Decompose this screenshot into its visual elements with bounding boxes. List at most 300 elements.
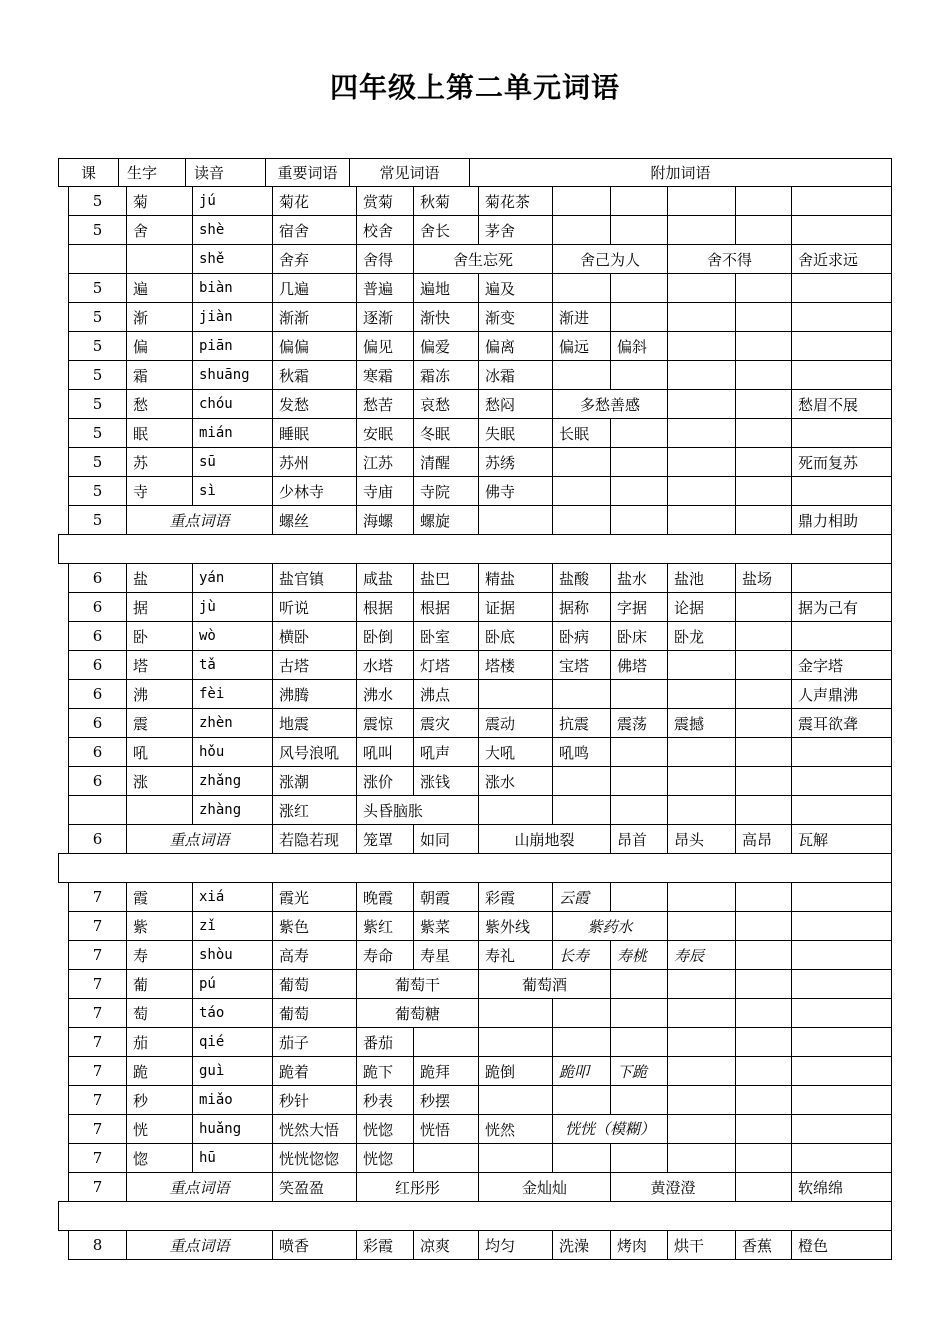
word-cell	[668, 187, 736, 216]
table-row	[69, 970, 892, 999]
char-cell: 茄	[127, 1028, 193, 1057]
word-cell	[736, 419, 792, 448]
word-cell	[668, 680, 736, 709]
char-cell: 秒	[127, 1086, 193, 1115]
word-cell: 卧龙	[668, 622, 736, 651]
word-cell	[668, 738, 736, 767]
word-cell: 偏远	[553, 332, 611, 361]
word-cell: 秋霜	[273, 361, 357, 390]
header-char: 生字	[119, 159, 186, 187]
pinyin-cell: fèi	[193, 680, 273, 709]
char-cell: 沸	[127, 680, 193, 709]
word-cell	[668, 361, 736, 390]
word-cell	[414, 1144, 479, 1173]
word-cell: 震灾	[414, 709, 479, 738]
word-cell: 偏离	[479, 332, 553, 361]
word-cell: 海螺	[357, 506, 414, 535]
word-cell	[479, 999, 553, 1028]
lesson-cell: 6	[69, 564, 127, 593]
word-cell: 塔楼	[479, 651, 553, 680]
lesson-cell: 5	[69, 419, 127, 448]
word-cell	[611, 883, 668, 912]
word-cell: 赏菊	[357, 187, 414, 216]
word-cell	[668, 999, 736, 1028]
char-cell: 菊	[127, 187, 193, 216]
word-cell	[611, 738, 668, 767]
word-cell: 朝霞	[414, 883, 479, 912]
table-row	[69, 1231, 892, 1260]
header-common-words: 常见词语	[350, 159, 470, 187]
pinyin-cell: guì	[193, 1057, 273, 1086]
lesson-cell: 6	[69, 680, 127, 709]
section-divider	[69, 854, 892, 883]
word-cell: 云霞	[553, 883, 611, 912]
word-cell	[668, 1028, 736, 1057]
word-cell: 冬眠	[414, 419, 479, 448]
word-cell	[553, 477, 611, 506]
word-cell: 寿命	[357, 941, 414, 970]
word-cell	[668, 448, 736, 477]
word-cell: 校舍	[357, 216, 414, 245]
word-cell: 寺庙	[357, 477, 414, 506]
word-cell: 下跪	[611, 1057, 668, 1086]
word-cell	[668, 1144, 736, 1173]
table-row	[69, 390, 892, 419]
word-cell	[736, 970, 792, 999]
word-cell	[792, 999, 892, 1028]
lesson-cell: 6	[69, 825, 127, 854]
lesson-cell: 7	[69, 883, 127, 912]
table-row	[69, 738, 892, 767]
word-cell: 烘干	[668, 1231, 736, 1260]
word-cell: 鼎力相助	[792, 506, 892, 535]
word-cell: 据为己有	[792, 593, 892, 622]
lesson-cell: 7	[69, 912, 127, 941]
word-cell	[736, 999, 792, 1028]
word-cell: 秒针	[273, 1086, 357, 1115]
word-cell	[611, 506, 668, 535]
word-cell	[792, 767, 892, 796]
word-cell	[792, 796, 892, 825]
lesson-cell: 5	[69, 506, 127, 535]
word-cell	[668, 1086, 736, 1115]
header-lesson: 课	[59, 159, 119, 187]
lesson-cell: 7	[69, 1028, 127, 1057]
header-extra-words: 附加词语	[470, 159, 892, 187]
word-cell	[553, 274, 611, 303]
pinyin-cell: miǎo	[193, 1086, 273, 1115]
word-cell: 卧倒	[357, 622, 414, 651]
vocab-table	[68, 186, 892, 1260]
word-cell: 橙色	[792, 1231, 892, 1260]
word-cell: 盐水	[611, 564, 668, 593]
word-cell: 冰霜	[479, 361, 553, 390]
table-row	[69, 593, 892, 622]
word-cell: 菊花茶	[479, 187, 553, 216]
word-cell: 吼声	[414, 738, 479, 767]
word-cell	[668, 1115, 736, 1144]
word-cell: 渐变	[479, 303, 553, 332]
word-cell: 江苏	[357, 448, 414, 477]
word-cell: 螺旋	[414, 506, 479, 535]
pinyin-cell: zhèn	[193, 709, 273, 738]
word-cell	[792, 1086, 892, 1115]
table-row	[69, 796, 892, 825]
word-cell: 软绵绵	[792, 1173, 892, 1202]
pinyin-cell: wò	[193, 622, 273, 651]
word-cell: 水塔	[357, 651, 414, 680]
word-cell: 黄澄澄	[611, 1173, 736, 1202]
pinyin-cell: shuāng	[193, 361, 273, 390]
word-cell	[792, 883, 892, 912]
char-cell: 据	[127, 593, 193, 622]
char-cell: 渐	[127, 303, 193, 332]
word-cell	[668, 796, 736, 825]
char-cell: 霜	[127, 361, 193, 390]
word-cell: 震撼	[668, 709, 736, 738]
word-cell: 寿辰	[668, 941, 736, 970]
word-cell: 涨潮	[273, 767, 357, 796]
word-cell: 失眠	[479, 419, 553, 448]
word-cell: 秒表	[357, 1086, 414, 1115]
table-row	[69, 245, 892, 274]
word-cell	[736, 1028, 792, 1057]
word-cell	[553, 999, 611, 1028]
word-cell: 多愁善感	[553, 390, 668, 419]
table-row	[69, 622, 892, 651]
word-cell: 恍恍（模糊）	[553, 1115, 668, 1144]
char-cell	[127, 796, 193, 825]
word-cell: 恍惚	[357, 1144, 414, 1173]
char-cell: 寺	[127, 477, 193, 506]
word-cell: 吼鸣	[553, 738, 611, 767]
lesson-cell: 7	[69, 1057, 127, 1086]
pinyin-cell: chóu	[193, 390, 273, 419]
word-cell	[792, 477, 892, 506]
char-cell: 偏	[127, 332, 193, 361]
word-cell	[736, 477, 792, 506]
word-cell: 根据	[357, 593, 414, 622]
lesson-cell: 6	[69, 651, 127, 680]
section-divider-row	[69, 854, 892, 883]
word-cell: 昂首	[611, 825, 668, 854]
word-cell: 证据	[479, 593, 553, 622]
word-cell: 舍弃	[273, 245, 357, 274]
lesson-cell: 7	[69, 941, 127, 970]
word-cell: 偏见	[357, 332, 414, 361]
table-row	[69, 680, 892, 709]
word-cell	[611, 796, 668, 825]
word-cell	[611, 767, 668, 796]
table-row	[69, 1057, 892, 1086]
page-title: 四年级上第二单元词语	[329, 71, 620, 104]
lesson-cell: 6	[69, 593, 127, 622]
word-cell: 若隐若现	[273, 825, 357, 854]
lesson-cell: 5	[69, 303, 127, 332]
word-cell: 寺院	[414, 477, 479, 506]
word-cell	[736, 1057, 792, 1086]
word-cell: 舍得	[357, 245, 414, 274]
word-cell: 长眠	[553, 419, 611, 448]
word-cell: 死而复苏	[792, 448, 892, 477]
word-cell: 盐酸	[553, 564, 611, 593]
word-cell: 恍然大悟	[273, 1115, 357, 1144]
char-cell: 舍	[127, 216, 193, 245]
word-cell: 盐巴	[414, 564, 479, 593]
word-cell: 秒摆	[414, 1086, 479, 1115]
word-cell: 发愁	[273, 390, 357, 419]
lesson-cell	[69, 245, 127, 274]
word-cell: 渐渐	[273, 303, 357, 332]
word-cell: 盐官镇	[273, 564, 357, 593]
word-cell: 秋菊	[414, 187, 479, 216]
word-cell: 震动	[479, 709, 553, 738]
table-row	[69, 883, 892, 912]
lesson-cell: 5	[69, 274, 127, 303]
word-cell	[553, 448, 611, 477]
word-cell: 涨红	[273, 796, 357, 825]
table-row	[69, 912, 892, 941]
word-cell: 葡萄干	[357, 970, 479, 999]
word-cell: 螺丝	[273, 506, 357, 535]
word-cell	[668, 767, 736, 796]
word-cell	[553, 796, 611, 825]
char-cell: 紫	[127, 912, 193, 941]
word-cell: 佛寺	[479, 477, 553, 506]
section-divider-row	[69, 535, 892, 564]
pinyin-cell: pú	[193, 970, 273, 999]
char-cell: 重点词语	[127, 825, 273, 854]
word-cell: 听说	[273, 593, 357, 622]
word-cell: 沸水	[357, 680, 414, 709]
word-cell	[736, 1144, 792, 1173]
word-cell	[668, 274, 736, 303]
word-cell	[736, 1086, 792, 1115]
table-row	[69, 999, 892, 1028]
word-cell: 舍近求远	[792, 245, 892, 274]
header-key-words: 重要词语	[266, 159, 350, 187]
word-cell: 古塔	[273, 651, 357, 680]
word-cell	[792, 738, 892, 767]
word-cell: 紫红	[357, 912, 414, 941]
pinyin-cell: piān	[193, 332, 273, 361]
pinyin-cell: jiàn	[193, 303, 273, 332]
table-row	[69, 1028, 892, 1057]
word-cell	[736, 303, 792, 332]
lesson-cell: 7	[69, 1173, 127, 1202]
word-cell	[736, 680, 792, 709]
word-cell	[792, 419, 892, 448]
word-cell: 均匀	[479, 1231, 553, 1260]
table-row	[69, 419, 892, 448]
word-cell	[553, 361, 611, 390]
lesson-cell: 5	[69, 332, 127, 361]
word-cell	[736, 506, 792, 535]
word-cell	[668, 1057, 736, 1086]
section-divider	[69, 1202, 892, 1231]
word-cell: 灯塔	[414, 651, 479, 680]
word-cell: 横卧	[273, 622, 357, 651]
word-cell	[736, 941, 792, 970]
lesson-cell: 5	[69, 448, 127, 477]
word-cell	[736, 883, 792, 912]
word-cell: 卧底	[479, 622, 553, 651]
table-row	[69, 332, 892, 361]
word-cell	[611, 680, 668, 709]
table-row	[69, 477, 892, 506]
word-cell: 茅舍	[479, 216, 553, 245]
word-cell: 震荡	[611, 709, 668, 738]
word-cell: 紫色	[273, 912, 357, 941]
char-cell: 涨	[127, 767, 193, 796]
word-cell	[792, 361, 892, 390]
char-cell: 眠	[127, 419, 193, 448]
word-cell: 地震	[273, 709, 357, 738]
word-cell	[668, 419, 736, 448]
char-cell: 震	[127, 709, 193, 738]
word-cell: 香蕉	[736, 1231, 792, 1260]
table-row	[69, 506, 892, 535]
pinyin-cell: huǎng	[193, 1115, 273, 1144]
word-cell	[792, 941, 892, 970]
word-cell: 少林寺	[273, 477, 357, 506]
word-cell: 如同	[414, 825, 479, 854]
char-cell: 愁	[127, 390, 193, 419]
word-cell: 涨钱	[414, 767, 479, 796]
word-cell: 葡萄	[273, 970, 357, 999]
table-row	[69, 303, 892, 332]
lesson-cell	[69, 796, 127, 825]
pinyin-cell: zǐ	[193, 912, 273, 941]
word-cell	[611, 1028, 668, 1057]
word-cell	[736, 448, 792, 477]
pinyin-cell: hǒu	[193, 738, 273, 767]
table-row	[69, 1173, 892, 1202]
word-cell	[611, 419, 668, 448]
word-cell	[668, 651, 736, 680]
word-cell	[792, 187, 892, 216]
lesson-cell: 7	[69, 999, 127, 1028]
word-cell	[553, 506, 611, 535]
word-cell	[479, 506, 553, 535]
word-cell: 恍恍惚惚	[273, 1144, 357, 1173]
word-cell: 偏斜	[611, 332, 668, 361]
word-cell: 葡萄	[273, 999, 357, 1028]
word-cell	[553, 680, 611, 709]
word-cell: 恍惚	[357, 1115, 414, 1144]
word-cell: 笑盈盈	[273, 1173, 357, 1202]
lesson-cell: 7	[69, 1115, 127, 1144]
word-cell: 愁眉不展	[792, 390, 892, 419]
word-cell	[668, 216, 736, 245]
word-cell	[792, 216, 892, 245]
word-cell: 据称	[553, 593, 611, 622]
table-row	[69, 448, 892, 477]
char-cell: 卧	[127, 622, 193, 651]
word-cell: 彩霞	[479, 883, 553, 912]
char-cell: 苏	[127, 448, 193, 477]
word-cell	[479, 796, 553, 825]
lesson-cell: 5	[69, 361, 127, 390]
word-cell: 金灿灿	[479, 1173, 611, 1202]
word-cell: 几遍	[273, 274, 357, 303]
word-cell	[479, 1028, 553, 1057]
word-cell	[736, 361, 792, 390]
word-cell: 霞光	[273, 883, 357, 912]
lesson-cell: 7	[69, 1086, 127, 1115]
word-cell	[736, 332, 792, 361]
word-cell	[611, 1144, 668, 1173]
word-cell: 舍己为人	[553, 245, 668, 274]
word-cell	[736, 216, 792, 245]
table-row	[69, 564, 892, 593]
word-cell	[792, 303, 892, 332]
lesson-cell: 5	[69, 187, 127, 216]
word-cell	[668, 506, 736, 535]
table-header	[58, 158, 892, 187]
word-cell: 字据	[611, 593, 668, 622]
word-cell	[792, 912, 892, 941]
word-cell: 跪下	[357, 1057, 414, 1086]
pinyin-cell: jú	[193, 187, 273, 216]
word-cell: 寿礼	[479, 941, 553, 970]
word-cell: 苏州	[273, 448, 357, 477]
word-cell	[736, 1173, 792, 1202]
word-cell: 吼叫	[357, 738, 414, 767]
word-cell: 普遍	[357, 274, 414, 303]
word-cell	[668, 970, 736, 999]
word-cell	[414, 1028, 479, 1057]
pinyin-cell: shòu	[193, 941, 273, 970]
word-cell	[668, 390, 736, 419]
word-cell: 风号浪吼	[273, 738, 357, 767]
word-cell	[736, 1115, 792, 1144]
word-cell	[611, 1086, 668, 1115]
word-cell	[611, 303, 668, 332]
word-cell	[611, 999, 668, 1028]
pinyin-cell: sì	[193, 477, 273, 506]
pinyin-cell: biàn	[193, 274, 273, 303]
word-cell: 舍生忘死	[414, 245, 553, 274]
table-row	[69, 651, 892, 680]
word-cell: 跪拜	[414, 1057, 479, 1086]
word-cell: 渐快	[414, 303, 479, 332]
word-cell	[611, 187, 668, 216]
word-cell: 宝塔	[553, 651, 611, 680]
word-cell	[611, 361, 668, 390]
pinyin-cell: yán	[193, 564, 273, 593]
word-cell: 哀愁	[414, 390, 479, 419]
char-cell: 遍	[127, 274, 193, 303]
word-cell: 寿星	[414, 941, 479, 970]
word-cell: 论据	[668, 593, 736, 622]
word-cell	[736, 593, 792, 622]
word-cell: 偏爱	[414, 332, 479, 361]
char-cell: 塔	[127, 651, 193, 680]
word-cell: 震耳欲聋	[792, 709, 892, 738]
word-cell: 抗震	[553, 709, 611, 738]
word-cell	[668, 332, 736, 361]
word-cell: 愁苦	[357, 390, 414, 419]
word-cell: 卧床	[611, 622, 668, 651]
char-cell: 盐	[127, 564, 193, 593]
char-cell: 吼	[127, 738, 193, 767]
lesson-cell: 6	[69, 767, 127, 796]
table-row	[69, 767, 892, 796]
table-row	[69, 187, 892, 216]
word-cell	[736, 622, 792, 651]
word-cell	[792, 1144, 892, 1173]
